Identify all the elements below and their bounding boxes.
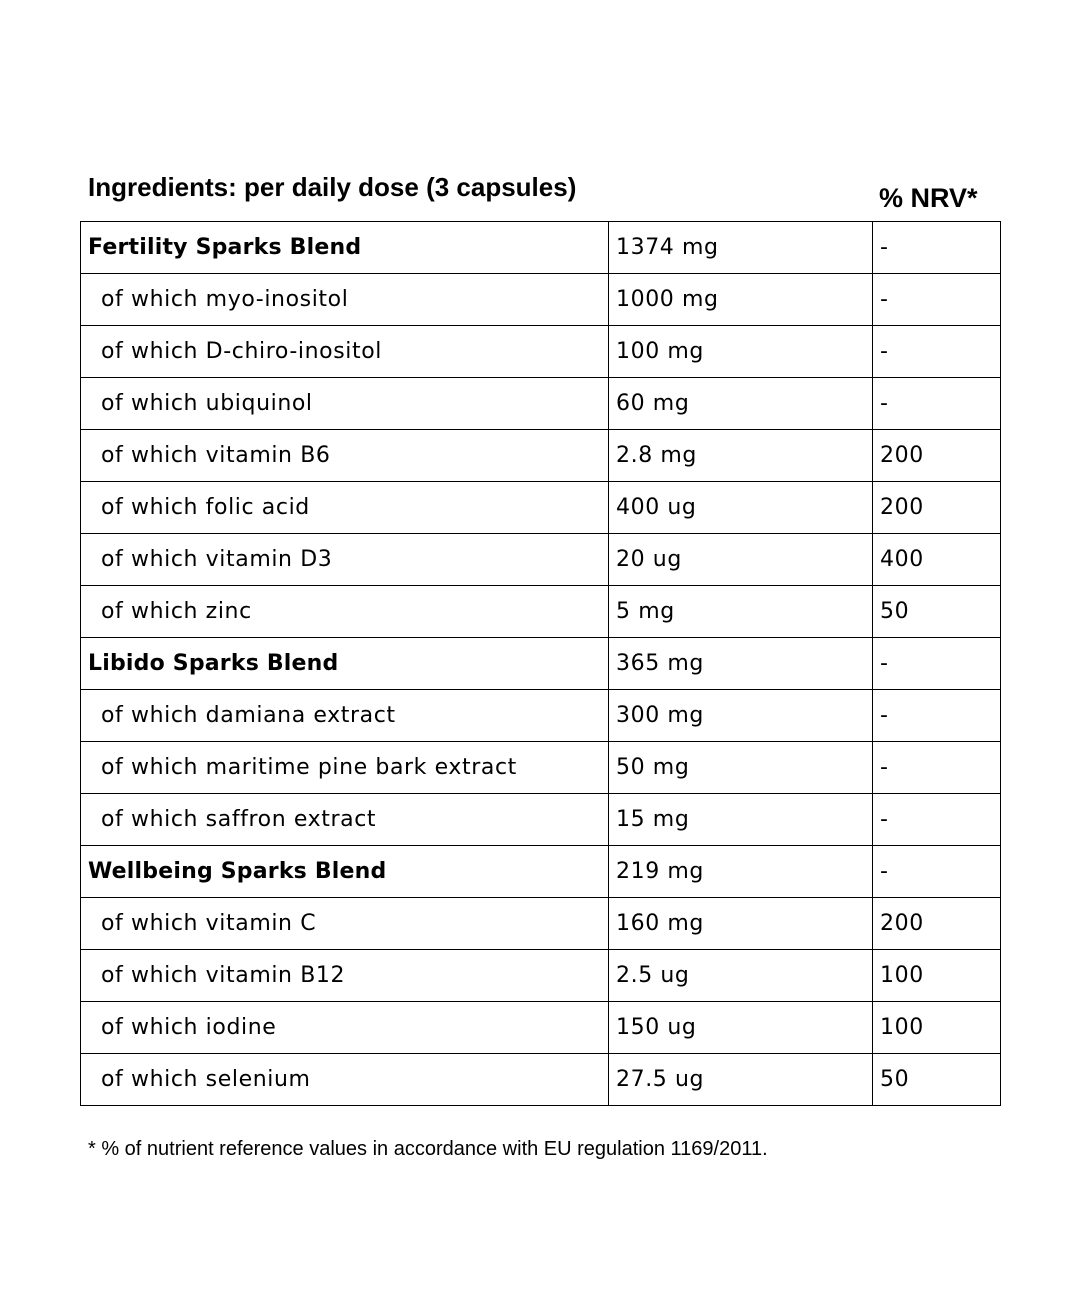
ingredient-name: of which iodine <box>81 1002 609 1054</box>
ingredient-name: Fertility Sparks Blend <box>81 222 609 274</box>
ingredient-amount: 219 mg <box>609 846 873 898</box>
ingredient-nrv: - <box>873 378 1001 430</box>
ingredient-name: of which maritime pine bark extract <box>81 742 609 794</box>
ingredient-name: of which saffron extract <box>81 794 609 846</box>
table-row <box>81 378 1001 430</box>
ingredient-nrv: 100 <box>873 1002 1001 1054</box>
table-row <box>81 742 1001 794</box>
ingredient-nrv: - <box>873 222 1001 274</box>
ingredient-nrv: 200 <box>873 482 1001 534</box>
table-row <box>81 586 1001 638</box>
table-row <box>81 326 1001 378</box>
ingredient-name: of which ubiquinol <box>81 378 609 430</box>
table-row <box>81 534 1001 586</box>
ingredient-name: of which D-chiro-inositol <box>81 326 609 378</box>
ingredient-nrv: - <box>873 638 1001 690</box>
ingredient-nrv: - <box>873 690 1001 742</box>
footnote: * % of nutrient reference values in accordance with EU regulation 1169/2011. <box>88 1138 768 1160</box>
blend-row-wellbeing <box>81 846 1001 898</box>
ingredient-amount: 365 mg <box>609 638 873 690</box>
table-row <box>81 430 1001 482</box>
table-row <box>81 482 1001 534</box>
ingredient-name: of which zinc <box>81 586 609 638</box>
ingredient-amount: 5 mg <box>609 586 873 638</box>
ingredient-name: of which damiana extract <box>81 690 609 742</box>
ingredient-name: Libido Sparks Blend <box>81 638 609 690</box>
ingredient-name: of which vitamin B6 <box>81 430 609 482</box>
blend-row-fertility <box>81 222 1001 274</box>
ingredients-table <box>80 221 1001 1106</box>
ingredient-name: of which selenium <box>81 1054 609 1106</box>
ingredient-amount: 400 ug <box>609 482 873 534</box>
ingredient-amount: 20 ug <box>609 534 873 586</box>
blend-row-libido <box>81 638 1001 690</box>
ingredient-amount: 1000 mg <box>609 274 873 326</box>
ingredient-nrv: 100 <box>873 950 1001 1002</box>
ingredient-amount: 150 ug <box>609 1002 873 1054</box>
ingredient-amount: 300 mg <box>609 690 873 742</box>
ingredient-nrv: 50 <box>873 1054 1001 1106</box>
ingredient-name: of which folic acid <box>81 482 609 534</box>
ingredient-nrv: 400 <box>873 534 1001 586</box>
table-row <box>81 898 1001 950</box>
ingredient-amount: 100 mg <box>609 326 873 378</box>
ingredient-amount: 50 mg <box>609 742 873 794</box>
ingredient-name: of which myo-inositol <box>81 274 609 326</box>
ingredient-amount: 27.5 ug <box>609 1054 873 1106</box>
ingredient-amount: 15 mg <box>609 794 873 846</box>
ingredient-nrv: - <box>873 274 1001 326</box>
ingredient-amount: 2.8 mg <box>609 430 873 482</box>
table-row <box>81 274 1001 326</box>
ingredient-nrv: - <box>873 846 1001 898</box>
ingredient-name: of which vitamin C <box>81 898 609 950</box>
table-row <box>81 794 1001 846</box>
ingredient-nrv: 200 <box>873 898 1001 950</box>
ingredient-name: of which vitamin D3 <box>81 534 609 586</box>
ingredient-amount: 160 mg <box>609 898 873 950</box>
ingredient-nrv: - <box>873 326 1001 378</box>
ingredient-nrv: 50 <box>873 586 1001 638</box>
ingredient-name: of which vitamin B12 <box>81 950 609 1002</box>
ingredient-amount: 2.5 ug <box>609 950 873 1002</box>
table-row <box>81 950 1001 1002</box>
table-title: Ingredients: per daily dose (3 capsules) <box>88 172 577 202</box>
ingredient-nrv: 200 <box>873 430 1001 482</box>
ingredient-nrv: - <box>873 794 1001 846</box>
ingredient-name: Wellbeing Sparks Blend <box>81 846 609 898</box>
table-row <box>81 1002 1001 1054</box>
ingredient-amount: 1374 mg <box>609 222 873 274</box>
table-row <box>81 1054 1001 1106</box>
ingredient-nrv: - <box>873 742 1001 794</box>
nrv-column-header: % NRV* <box>879 183 978 213</box>
table-row <box>81 690 1001 742</box>
ingredient-amount: 60 mg <box>609 378 873 430</box>
